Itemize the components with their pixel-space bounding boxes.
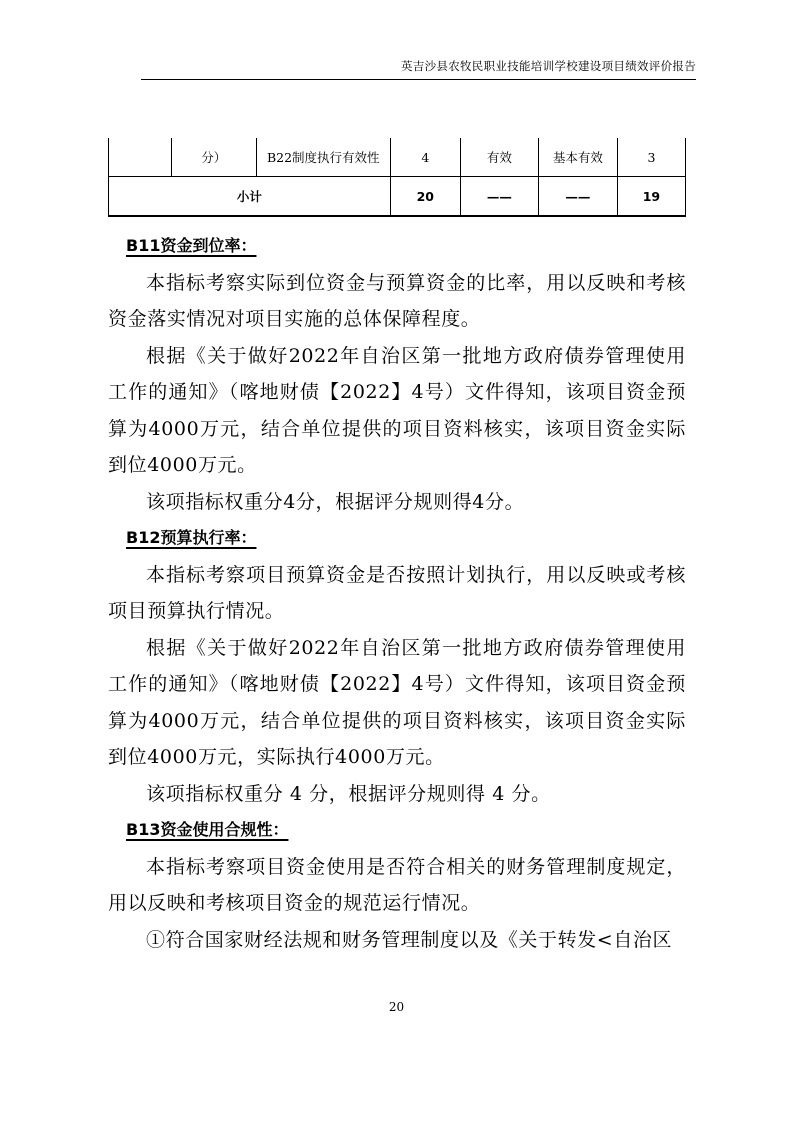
document-body: [108, 228, 686, 958]
table-cell: [109, 138, 172, 177]
paragraph: ①符合国家财经法规和财务管理制度以及《关于转发<自治区: [146, 928, 673, 951]
table-cell: 分）: [171, 138, 256, 177]
paragraph: 本指标考察项目预算资金是否按照计划执行，用以反映或考核项目预算执行情况。: [108, 563, 686, 622]
table-cell: ——: [538, 177, 617, 217]
table-cell: 3: [617, 138, 685, 177]
score-table: [108, 138, 686, 217]
paragraph: 本指标考察实际到位资金与预算资金的比率，用以反映和考核资金落实情况对项目实施的总体保障程度。: [108, 271, 686, 330]
subtotal-score: 19: [617, 177, 685, 217]
subtotal-label: 小计: [109, 177, 391, 217]
paragraph: 本指标考察项目资金使用是否符合相关的财务管理制度规定，用以反映和考核项目资金的规范运行情况。: [108, 855, 686, 914]
paragraph: 根据《关于做好2022年自治区第一批地方政府债券管理使用工作的通知》（喀地财债【2022】4号）文件得知，该项目资金预算为4000万元，结合单位提供的项目资料核实，该项目资金实际到位4000万元，实际执行4000万元。: [108, 636, 686, 768]
table-cell: ——: [460, 177, 538, 217]
page-number: 20: [388, 1000, 405, 1014]
page-header-title: 英吉沙县农牧民职业技能培训学校建设项目绩效评价报告: [401, 59, 696, 73]
section-heading: B13资金使用合规性：: [126, 820, 289, 839]
paragraph: 该项指标权重分4分，根据评分规则得4分。: [146, 490, 525, 513]
paragraph: 根据《关于做好2022年自治区第一批地方政府债券管理使用工作的通知》（喀地财债【2022】4号）文件得知，该项目资金预算为4000万元，结合单位提供的项目资料核实，该项目资金实际到位4000万元。: [108, 344, 686, 476]
table-row: [109, 177, 686, 217]
header-rule: [141, 79, 696, 80]
table-row: [109, 138, 686, 177]
section-heading: B12预算执行率：: [126, 528, 257, 547]
table-cell: B22制度执行有效性: [256, 138, 390, 177]
table-cell: 基本有效: [538, 138, 617, 177]
paragraph: 该项指标权重分 4 分，根据评分规则得 4 分。: [146, 782, 551, 805]
subtotal-weight: 20: [390, 177, 460, 217]
section-heading: B11资金到位率：: [126, 236, 257, 255]
table-cell: 有效: [460, 138, 538, 177]
table-cell: 4: [390, 138, 460, 177]
